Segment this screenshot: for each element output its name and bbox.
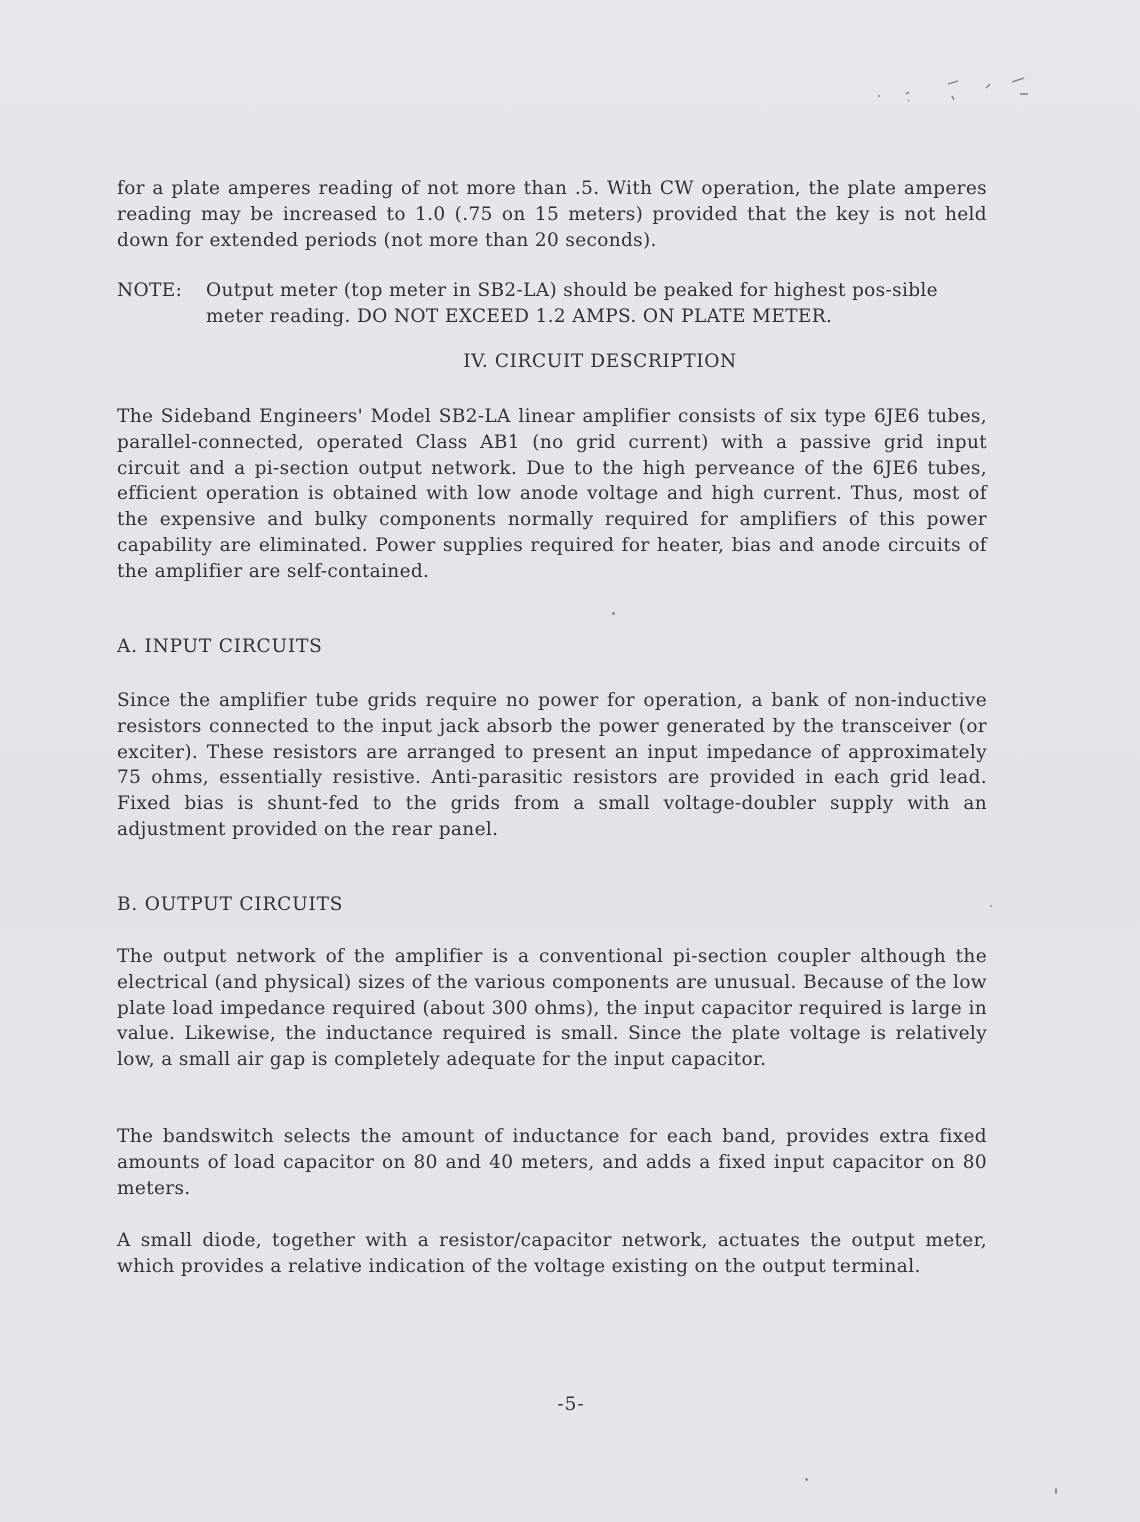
note-text: Output meter (top meter in SB2-LA) should be peaked for highest pos-sible meter reading. DO NOT EXCEED 1.2 AMPS. ON PLATE METER.	[206, 280, 938, 327]
paragraph-input-circuits: Since the amplifier tube grids require no power for operation, a bank of non-inductive resistors connected to the input jack absorb the power generated by the transceiver (or exciter). These resistors are arranged to present an input impedance of approximately 75 ohms, essentially resistive. Anti-parasitic resistors are provided in each grid lead. Fixed bias is shunt-fed to the grids from a small voltage-doubler supply with an adjustment provided on the rear panel.	[117, 690, 987, 840]
dust-speck	[805, 1478, 808, 1481]
section-heading-circuit-description: IV. CIRCUIT DESCRIPTION	[463, 351, 737, 372]
dust-speck	[1055, 1488, 1057, 1494]
paragraph-output-meter: A small diode, together with a resistor/capacitor network, actuates the output meter, which provides a relative indication of the voltage existing on the output terminal.	[117, 1230, 987, 1277]
subheading-output-circuits: B. OUTPUT CIRCUITS	[117, 894, 344, 915]
dust-speck	[612, 612, 615, 615]
paragraph-amplifier-overview: The Sideband Engineers' Model SB2-LA linear amplifier consists of six type 6JE6 tubes, parallel-connected, operated Class AB1 (no grid current) with a passive grid input circuit and a pi-section output network. Due to the high perveance of the 6JE6 tubes, efficient operation is obtained with low anode voltage and high current. Thus, most of the expensive and bulky components normally required for amplifiers of this power capability are eliminated. Power supplies required for heater, bias and anode circuits of the amplifier are self-contained.	[117, 406, 987, 582]
note-label: NOTE:	[117, 280, 183, 301]
subheading-input-circuits: A. INPUT CIRCUITS	[117, 636, 323, 657]
paragraph-plate-amperes: for a plate amperes reading of not more than .5. With CW operation, the plate amperes reading may be increased to 1.0 (.75 on 15 meters) provided that the key is not held down for extended periods (not more than 20 seconds).	[117, 178, 987, 251]
dust-speck	[990, 905, 992, 907]
stray-pen-marks	[870, 70, 1040, 120]
page-number: -5-	[557, 1394, 585, 1415]
paragraph-bandswitch: The bandswitch selects the amount of inductance for each band, provides extra fixed amounts of load capacitor on 80 and 40 meters, and adds a fixed input capacitor on 80 meters.	[117, 1126, 987, 1199]
paragraph-output-network: The output network of the amplifier is a conventional pi-section coupler although the electrical (and physical) sizes of the various components are unusual. Because of the low plate load impedance required (about 300 ohms), the input capacitor required is large in value. Likewise, the inductance required is small. Since the plate voltage is relatively low, a small air gap is completely adequate for the input capacitor.	[117, 946, 987, 1071]
